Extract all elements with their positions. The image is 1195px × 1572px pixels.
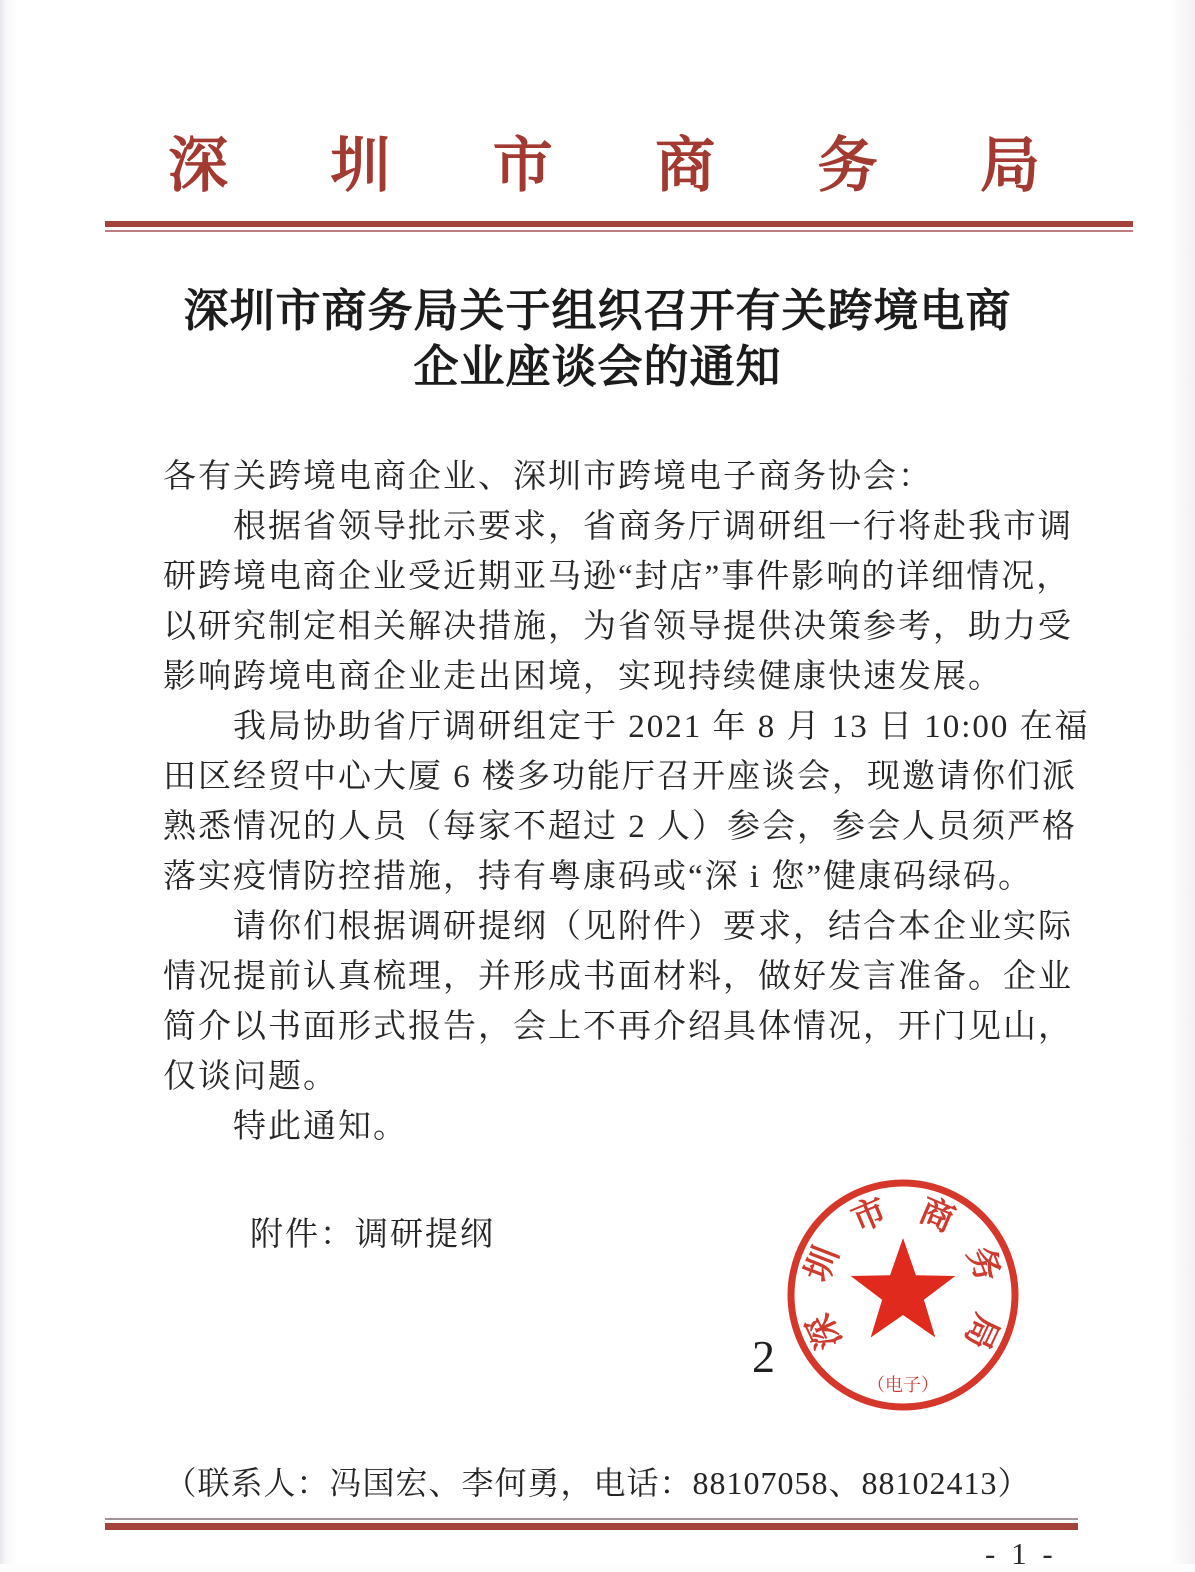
seal-arc-char: 局 (956, 1308, 1005, 1355)
seal-star-icon (851, 1238, 956, 1338)
body-text-line: 我局协助省厅调研组定于 2021 年 8 月 13 日 10:00 在福 (163, 709, 1090, 745)
seal-page-annotation: 2 (752, 1331, 775, 1382)
body-text-line: 研跨境电商企业受近期亚马逊“封店”事件影响的详细情况， (163, 559, 1072, 595)
body-text-line: 情况提前认真梳理，并形成书面材料，做好发言准备。企业 (163, 959, 1073, 995)
footer-divider-thin-line (105, 1518, 1078, 1520)
document-title (0, 283, 1195, 395)
official-seal (781, 1173, 1025, 1417)
seal-arc-char: 务 (959, 1241, 1007, 1287)
body-text-line: 简介以书面形式报告，会上不再介绍具体情况，开门见山， (163, 1009, 1073, 1045)
letterhead-char: 务 (817, 133, 878, 199)
document-title-line1: 深圳市商务局关于组织召开有关跨境电商 (183, 286, 1012, 336)
seal-electronic-label: （电子） (867, 1375, 939, 1395)
body-text-line: 根据省领导批示要求，省商务厅调研组一行将赴我市调 (163, 509, 1073, 545)
letterhead-char: 圳 (330, 133, 391, 199)
footer-divider-thick-line (105, 1523, 1078, 1530)
seal-arc-char: 市 (846, 1192, 893, 1240)
body-text-line: 以研究制定相关解决措施，为省领导提供决策参考，助力受 (163, 609, 1073, 645)
body-text-line: 仅谈问题。 (163, 1059, 338, 1095)
body-text-line: 田区经贸中心大厦 6 楼多功能厅召开座谈会，现邀请你们派 (163, 759, 1077, 795)
seal-arc-char: 圳 (799, 1241, 847, 1287)
document-body (163, 452, 1090, 1152)
body-closing-line: 特此通知。 (163, 1109, 408, 1145)
contact-info-line: （联系人：冯国宏、李何勇，电话：88107058、88102413） (164, 1465, 1031, 1501)
page-number: - 1 - (985, 1536, 1057, 1571)
body-text-line: 影响跨境电商企业走出困境，实现持续健康快速发展。 (163, 659, 1003, 695)
seal-arc-char: 深 (801, 1308, 850, 1355)
body-salutation-line: 各有关跨境电商企业、深圳市跨境电子商务协会： (163, 459, 933, 495)
letterhead-org-name (168, 122, 1040, 200)
body-text-line: 熟悉情况的人员（每家不超过 2 人）参会，参会人员须严格 (163, 809, 1077, 845)
letterhead-char: 局 (979, 133, 1040, 199)
letterhead-char: 市 (492, 133, 553, 199)
document-title-line2: 企业座谈会的通知 (413, 342, 782, 392)
seal-arc-char: 商 (913, 1192, 960, 1240)
header-divider-thin-line (105, 230, 1133, 232)
header-divider-rule (105, 221, 1133, 232)
body-text-line: 请你们根据调研提纲（见附件）要求，结合本企业实际 (163, 909, 1073, 945)
letterhead-char: 深 (168, 133, 228, 199)
header-divider-thick-line (105, 221, 1133, 227)
footer-divider-rule (105, 1518, 1078, 1530)
body-text-line: 落实疫情防控措施，持有粤康码或“深 i 您”健康码绿码。 (163, 859, 1033, 895)
attachment-reference: 附件：调研提纲 (250, 1217, 495, 1253)
letterhead-char: 商 (655, 133, 716, 199)
